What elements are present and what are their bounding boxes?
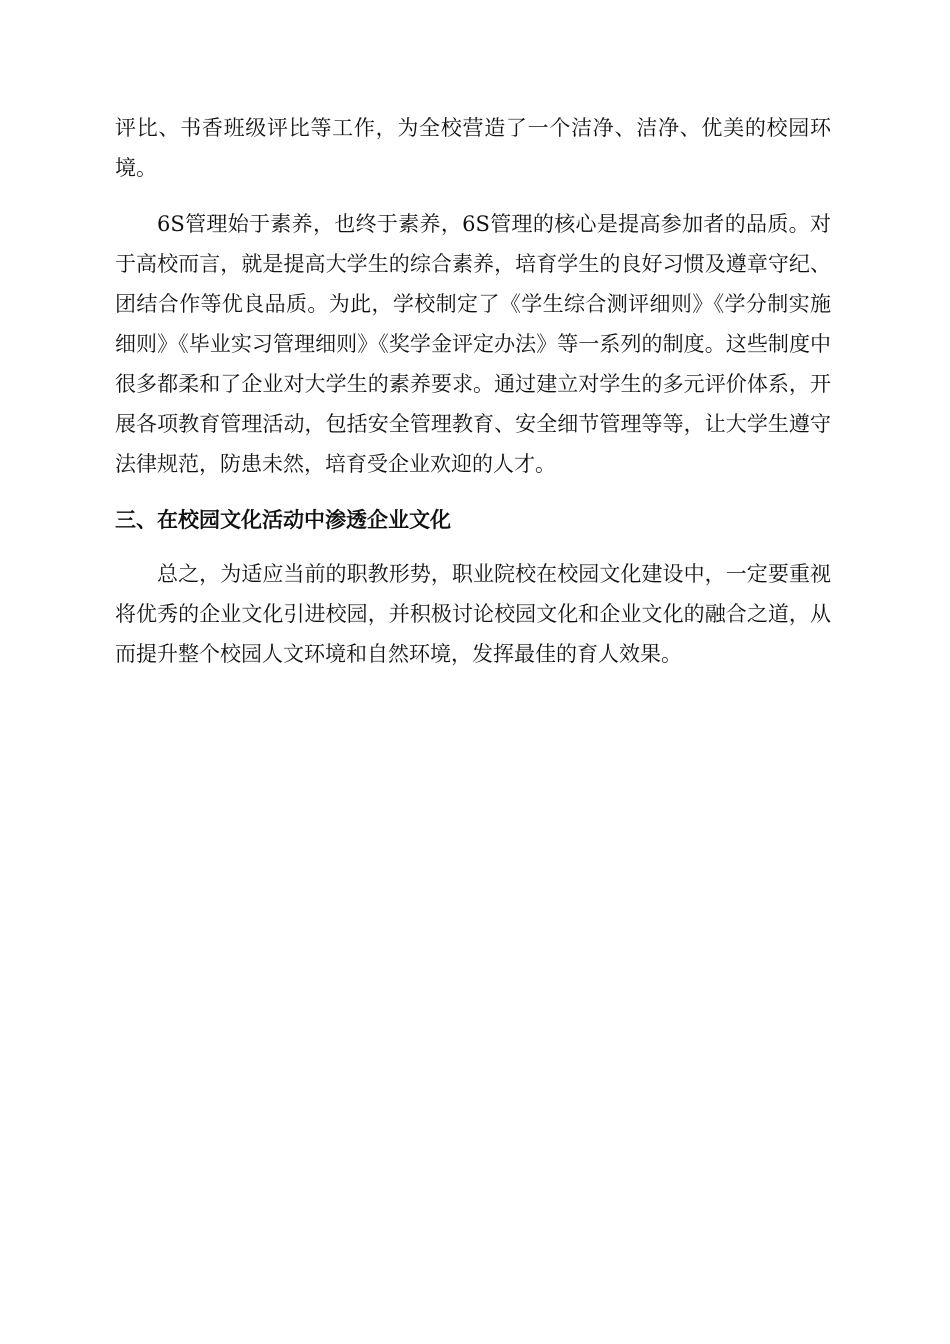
document-page — [115, 108, 831, 674]
paragraph-continued: 评比、书香班级评比等工作，为全校营造了一个洁净、洁净、优美的校园环境。 — [115, 116, 831, 180]
paragraph-conclusion: 总之，为适应当前的职教形势，职业院校在校园文化建设中，一定要重视将优秀的企业文化引进校园，并积极讨论校园文化和企业文化的融合之道，从而提升整个校园人文环境和自然环境，发挥最佳的育人效果。 — [115, 562, 831, 666]
paragraph-6s-management: 6S管理始于素养，也终于素养，6S管理的核心是提高参加者的品质。对于高校而言，就是提高大学生的综合素养，培育学生的良好习惯及遵章守纪、团结合作等优良品质。为此，学校制定了《学生综合测评细则》《学分制实施细则》《毕业实习管理细则》《奖学金评定办法》等一系列的制度。这些制度中很多都柔和了企业对大学生的素养要求。通过建立对学生的多元评价体系，开展各项教育管理活动，包括安全管理教育、安全细节管理等等，让大学生遵守法律规范，防患未然，培育受企业欢迎的人才。 — [115, 212, 831, 476]
section-heading: 三、在校园文化活动中渗透企业文化 — [115, 508, 451, 532]
